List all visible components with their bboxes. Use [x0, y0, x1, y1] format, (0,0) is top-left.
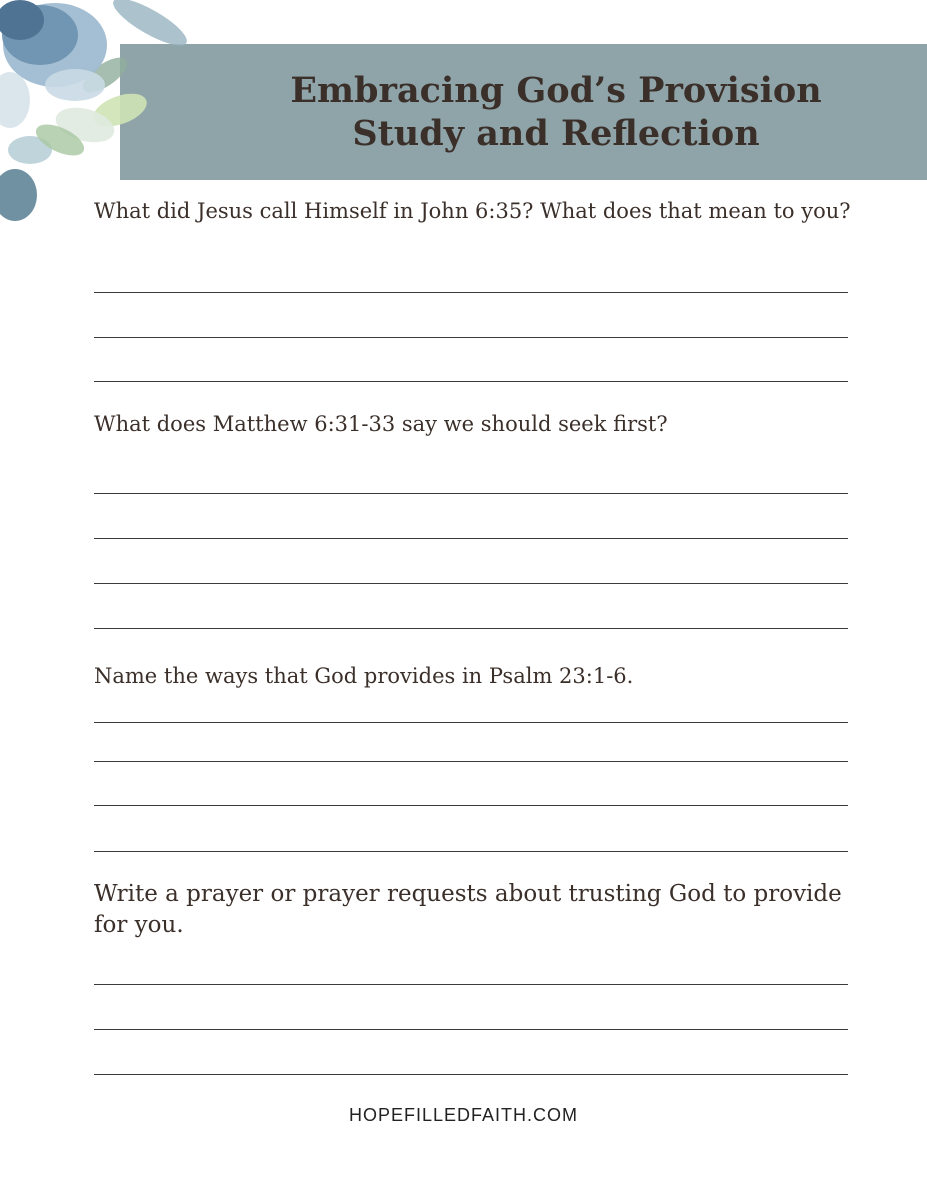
- footer-website: HOPEFILLEDFAITH.COM: [348, 1105, 579, 1125]
- answer-line[interactable]: [94, 1074, 848, 1075]
- answer-line[interactable]: [94, 292, 848, 293]
- answer-line[interactable]: [94, 1029, 848, 1030]
- header-band: [120, 44, 927, 180]
- answer-line[interactable]: [94, 722, 848, 723]
- page-title-line1: Embracing God’s Provision: [290, 70, 822, 111]
- question-4: Write a prayer or prayer requests about trusting God to provide for you.: [94, 881, 842, 938]
- answer-line[interactable]: [94, 538, 848, 539]
- page-title-line2: Study and Reflection: [352, 113, 760, 154]
- answer-line[interactable]: [94, 761, 848, 762]
- answer-line[interactable]: [94, 381, 848, 382]
- answer-line[interactable]: [94, 805, 848, 806]
- answer-line[interactable]: [94, 984, 848, 985]
- answer-line[interactable]: [94, 851, 848, 852]
- question-1: What did Jesus call Himself in John 6:35? What does that mean to you?: [94, 199, 851, 223]
- answer-line[interactable]: [94, 583, 848, 584]
- question-3: Name the ways that God provides in Psalm 23:1-6.: [94, 664, 634, 688]
- answer-line[interactable]: [94, 628, 848, 629]
- answer-line[interactable]: [94, 493, 848, 494]
- question-2: What does Matthew 6:31-33 say we should seek first?: [94, 412, 668, 436]
- answer-line[interactable]: [94, 337, 848, 338]
